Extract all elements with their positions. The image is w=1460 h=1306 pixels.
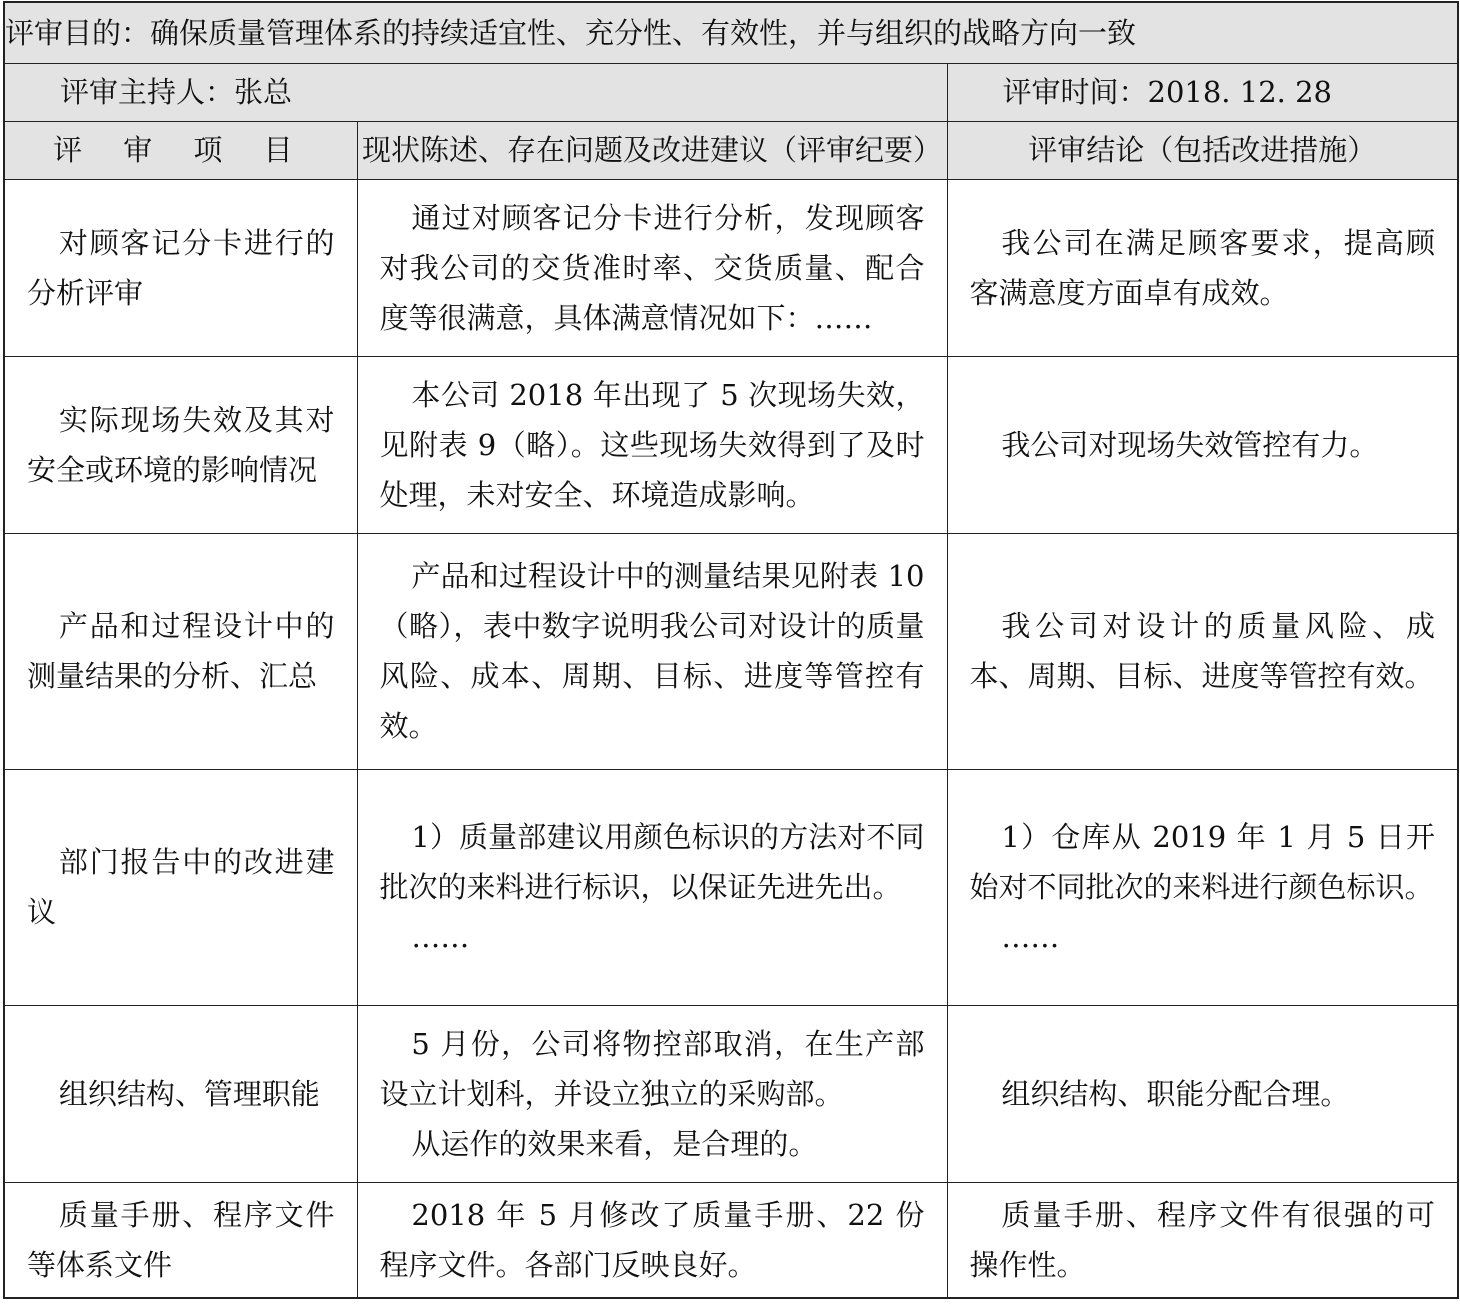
conclusion-cell (947, 356, 1458, 533)
review-item-text: 部门报告中的改进建议 (27, 845, 335, 929)
purpose-row (4, 2, 1458, 63)
review-item-text: 质量手册、程序文件等体系文件 (27, 1197, 335, 1282)
table-row (4, 769, 1458, 1005)
review-item-cell (4, 769, 357, 1005)
conclusion-cell (947, 179, 1458, 356)
conclusion-text: 我公司对设计的质量风险、成本、周期、目标、进度等管控有效。 (969, 609, 1436, 693)
table-row (4, 533, 1458, 769)
description-cell (357, 1182, 947, 1298)
management-review-document (3, 1, 1457, 1304)
review-host: 评审主持人：张总 (4, 63, 947, 121)
description-text-2: 从运作的效果来看，是合理的。 (411, 1126, 818, 1161)
review-item-cell (4, 179, 357, 356)
conclusion-text: 组织结构、职能分配合理。 (1001, 1076, 1350, 1111)
review-item-text: 对顾客记分卡进行的分析评审 (27, 225, 335, 310)
description-text: 5 月份，公司将物控部取消，在生产部设立计划科，并设立独立的采购部。 (379, 1026, 925, 1111)
table-row (4, 1005, 1458, 1182)
review-item-cell (4, 1005, 357, 1182)
review-item-text: 组织结构、管理职能 (58, 1076, 320, 1111)
description-cell (357, 1005, 947, 1182)
description-cell (357, 356, 947, 533)
conclusion-cell (947, 533, 1458, 769)
description-ellipsis: …… (411, 920, 470, 954)
review-item-cell (4, 1182, 357, 1298)
table-row (4, 1182, 1458, 1298)
review-item-cell (4, 533, 357, 769)
description-cell (357, 179, 947, 356)
review-item-text: 实际现场失效及其对安全或环境的影响情况 (27, 402, 335, 487)
review-item-cell (4, 356, 357, 533)
table-row (4, 179, 1458, 356)
conclusion-cell (947, 1182, 1458, 1298)
conclusion-cell (947, 769, 1458, 1005)
header-conclusion: 评审结论（包括改进措施） (947, 121, 1458, 179)
header-review-item: 评 审 项 目 (4, 121, 357, 179)
conclusion-text: 质量手册、程序文件有很强的可操作性。 (969, 1197, 1436, 1282)
review-item-text: 产品和过程设计中的测量结果的分析、汇总 (27, 609, 335, 693)
conclusion-text: 我公司对现场失效管控有力。 (1001, 427, 1379, 462)
conclusion-ellipsis: …… (1001, 920, 1060, 954)
conclusion-text: 我公司在满足顾客要求，提高顾客满意度方面卓有成效。 (969, 225, 1436, 310)
management-review-table (3, 1, 1459, 1299)
description-text: 通过对顾客记分卡进行分析，发现顾客对我公司的交货准时率、交货质量、配合度等很满意，具体满意情况如下：…… (379, 200, 925, 335)
description-cell (357, 533, 947, 769)
conclusion-text: 1）仓库从 2019 年 1 月 5 日开始对不同批次的来料进行颜色标识。 (969, 820, 1436, 904)
description-text: 本公司 2018 年出现了 5 次现场失效，见附表 9（略）。这些现场失效得到了及时处理，未对安全、环境造成影响。 (379, 377, 925, 512)
description-text: 2018 年 5 月修改了质量手册、22 份程序文件。各部门反映良好。 (379, 1197, 925, 1282)
review-purpose: 评审目的：确保质量管理体系的持续适宜性、充分性、有效性，并与组织的战略方向一致 (4, 2, 1458, 63)
description-text: 1）质量部建议用颜色标识的方法对不同批次的来料进行标识，以保证先进先出。 (379, 820, 925, 904)
table-row (4, 356, 1458, 533)
description-cell (357, 769, 947, 1005)
header-row (4, 121, 1458, 179)
conclusion-cell (947, 1005, 1458, 1182)
header-description: 现状陈述、存在问题及改进建议（评审纪要） (357, 121, 947, 179)
review-time: 评审时间：2018. 12. 28 (947, 63, 1458, 121)
host-row (4, 63, 1458, 121)
description-text: 产品和过程设计中的测量结果见附表 10（略），表中数字说明我公司对设计的质量风险、成本、周期、目标、进度等管控有效。 (379, 559, 925, 743)
